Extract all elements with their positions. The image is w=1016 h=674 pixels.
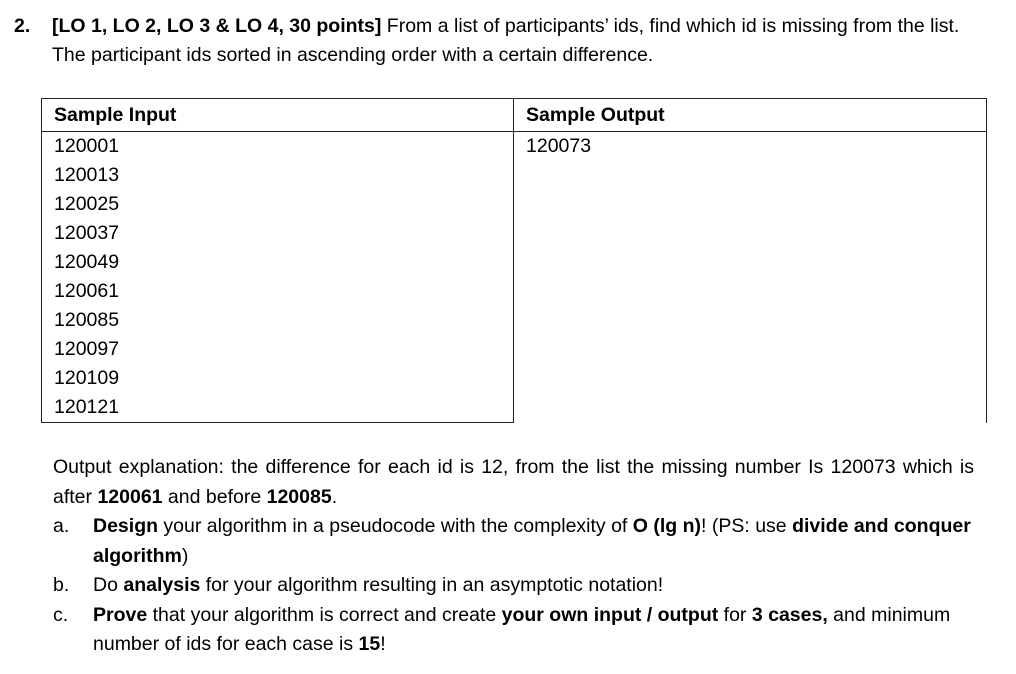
task-text: for bbox=[718, 603, 752, 626]
sample-output-value: 120073 bbox=[514, 132, 987, 423]
explanation-text: Output explanation: the difference for each id is 12, from the list the missing number Is 120073 which is after bbox=[53, 456, 974, 508]
question-text bbox=[52, 12, 984, 70]
table-row bbox=[42, 132, 987, 162]
task-text: your algorithm in a pseudocode with the complexity of bbox=[158, 515, 633, 537]
explanation-text: . bbox=[331, 485, 338, 508]
task-text: that your algorithm is correct and create bbox=[147, 603, 502, 626]
question-heading bbox=[14, 12, 984, 70]
task-text: Prove bbox=[93, 603, 148, 626]
sample-input-value: 120085 bbox=[42, 306, 514, 335]
sample-input-value: 120109 bbox=[42, 364, 514, 393]
task-item bbox=[53, 601, 974, 660]
task-text: 15 bbox=[358, 633, 381, 655]
question-tag: [LO 1, LO 2, LO 3 & LO 4, 30 points] bbox=[52, 15, 382, 37]
task-text: Do bbox=[93, 574, 124, 596]
task-marker: a. bbox=[53, 515, 70, 537]
sample-input-value: 120061 bbox=[42, 277, 514, 306]
task-marker: c. bbox=[53, 603, 69, 626]
sample-input-value: 120037 bbox=[42, 219, 514, 248]
task-list bbox=[53, 512, 974, 660]
task-marker: b. bbox=[53, 574, 70, 596]
task-text: analysis bbox=[123, 574, 201, 596]
sample-input-value: 120013 bbox=[42, 161, 514, 190]
sample-input-header: Sample Input bbox=[42, 99, 514, 132]
task-text: divide and conquer algorithm bbox=[93, 515, 971, 567]
sample-input-value: 120097 bbox=[42, 335, 514, 364]
task-text: for your algorithm resulting in an asymptotic notation! bbox=[200, 574, 664, 596]
task-text: ! (PS: use bbox=[701, 515, 793, 537]
sample-output-header: Sample Output bbox=[514, 99, 987, 132]
task-item bbox=[53, 512, 974, 571]
explanation-after-value: 120061 bbox=[97, 485, 163, 508]
task-text: your own input / output bbox=[501, 603, 719, 626]
question-body: From a list of participants’ ids, find which id is missing from the list. The participant ids sorted in ascending order with a certain difference. bbox=[52, 15, 960, 66]
sample-input-value: 120001 bbox=[42, 132, 514, 162]
sample-input-value: 120025 bbox=[42, 190, 514, 219]
task-text: and minimum number of ids for each case is bbox=[93, 603, 951, 655]
task-text: O (lg n) bbox=[632, 515, 702, 537]
sample-input-value: 120121 bbox=[42, 393, 514, 423]
sample-input-value: 120049 bbox=[42, 248, 514, 277]
task-text: ! bbox=[380, 633, 386, 655]
explanation-before-value: 120085 bbox=[266, 485, 332, 508]
task-text: Design bbox=[93, 515, 159, 537]
task-text: ) bbox=[181, 544, 189, 567]
output-explanation bbox=[53, 453, 974, 512]
sample-table bbox=[41, 98, 987, 423]
task-item bbox=[53, 571, 974, 601]
task-text: 3 cases, bbox=[751, 603, 828, 626]
explanation-text: and before bbox=[162, 485, 267, 508]
question-number: 2. bbox=[14, 15, 31, 37]
